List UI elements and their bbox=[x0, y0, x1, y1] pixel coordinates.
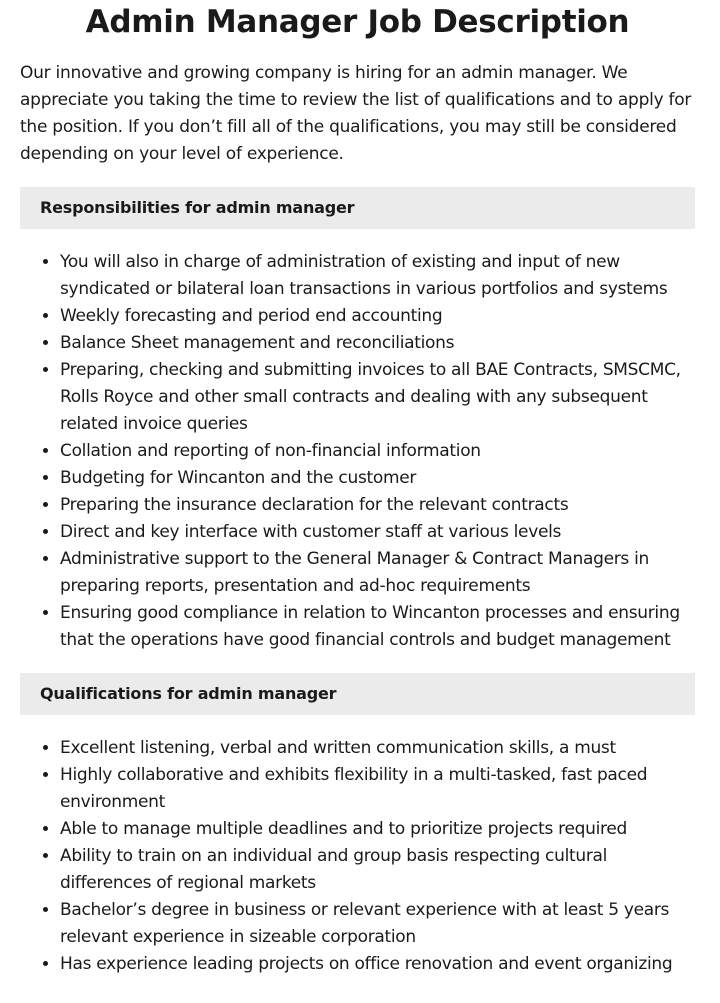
list-item: • Bachelor’s degree in business or relevant experience with at least 5 years relevant experience in sizeable corporation bbox=[60, 897, 695, 951]
responsibilities-heading: Responsibilities for admin manager bbox=[20, 187, 695, 229]
page-title: Admin Manager Job Description bbox=[85, 4, 630, 40]
responsibilities-list bbox=[20, 249, 695, 654]
list-item: • You will also in charge of administration of existing and input of new syndicated or bilateral loan transactions in various portfolios and systems bbox=[60, 249, 695, 303]
list-item: • Weekly forecasting and period end accounting bbox=[60, 303, 695, 330]
list-item: • Able to manage multiple deadlines and to prioritize projects required bbox=[60, 816, 695, 843]
list-item: • Balance Sheet management and reconciliations bbox=[60, 330, 695, 357]
list-item: • Preparing, checking and submitting invoices to all BAE Contracts, SMSCMC, Rolls Royce and other small contracts and dealing with any subsequent related invoice queries bbox=[60, 357, 695, 438]
list-item: • Ensuring good compliance in relation to Wincanton processes and ensuring that the operations have good financial controls and budget management bbox=[60, 600, 695, 654]
list-item: • Administrative support to the General Manager & Contract Managers in preparing reports, presentation and ad-hoc requirements bbox=[60, 546, 695, 600]
list-item: • Direct and key interface with customer staff at various levels bbox=[60, 519, 695, 546]
list-item: • Preparing the insurance declaration for the relevant contracts bbox=[60, 492, 695, 519]
intro-paragraph: Our innovative and growing company is hiring for an admin manager. We appreciate you taking the time to review the list of qualifications and to apply for the position. If you don’t fill all of the qualifications, you may still be considered depending on your level of experience. bbox=[20, 63, 692, 164]
list-item: • Budgeting for Wincanton and the customer bbox=[60, 465, 695, 492]
qualifications-list bbox=[20, 735, 695, 978]
list-item: • Collation and reporting of non-financial information bbox=[60, 438, 695, 465]
list-item: • Has experience leading projects on office renovation and event organizing bbox=[60, 951, 695, 978]
list-item: • Ability to train on an individual and group basis respecting cultural differences of regional markets bbox=[60, 843, 695, 897]
list-item: • Highly collaborative and exhibits flexibility in a multi-tasked, fast paced environment bbox=[60, 762, 695, 816]
list-item: • Excellent listening, verbal and written communication skills, a must bbox=[60, 735, 695, 762]
qualifications-heading: Qualifications for admin manager bbox=[20, 673, 695, 715]
